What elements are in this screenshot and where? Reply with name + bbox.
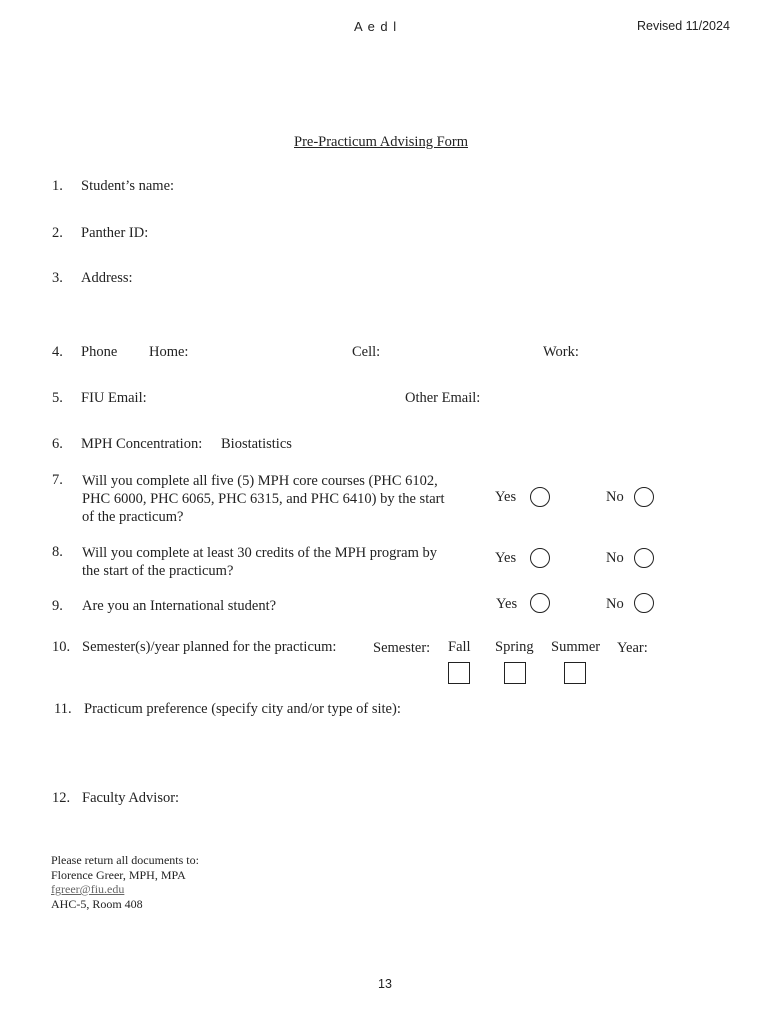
practicum-preference-label: Practicum preference (specify city and/or type of site): xyxy=(84,701,401,717)
contact-email-link[interactable]: fgreer@fiu.edu xyxy=(51,882,125,896)
cell-phone-label: Cell: xyxy=(352,344,381,360)
q8-no-radio[interactable] xyxy=(634,548,654,568)
q8-line-1: Will you complete at least 30 credits of the MPH program by xyxy=(82,545,437,561)
q7-line-1: Will you complete all five (5) MPH core courses (PHC 6102, xyxy=(82,473,438,489)
q7-number: 7. xyxy=(52,472,63,488)
faculty-advisor-label: Faculty Advisor: xyxy=(82,790,180,806)
q5-number: 5. xyxy=(52,390,63,406)
q2-number: 2. xyxy=(52,225,63,241)
q9-no-label: No xyxy=(606,596,624,612)
fiu-email-label: FIU Email: xyxy=(81,390,147,406)
page-number: 13 xyxy=(378,977,392,991)
q10-number: 10. xyxy=(52,639,71,655)
international-student-label: Are you an International student? xyxy=(82,598,277,614)
q8-yes-label: Yes xyxy=(495,550,517,566)
q8-question xyxy=(82,544,437,580)
q8-no-label: No xyxy=(606,550,624,566)
address-label: Address: xyxy=(81,270,133,286)
form-title: Pre-Practicum Advising Form xyxy=(294,134,468,150)
semester-planned-label: Semester(s)/year planned for the practicum: xyxy=(82,639,337,655)
revised-date: Revised 11/2024 xyxy=(637,19,730,33)
contact-name: Florence Greer, MPH, MPA xyxy=(51,867,186,882)
q4-number: 4. xyxy=(52,344,63,360)
q7-no-label: No xyxy=(606,489,624,505)
q7-line-3: of the practicum? xyxy=(82,509,184,525)
q8-line-2: the start of the practicum? xyxy=(82,563,234,579)
q7-yes-radio[interactable] xyxy=(530,487,550,507)
q7-question xyxy=(82,472,445,526)
q11-number: 11. xyxy=(54,701,72,717)
q7-yes-label: Yes xyxy=(495,489,517,505)
return-instructions: Please return all documents to: xyxy=(51,853,199,867)
spring-checkbox[interactable] xyxy=(504,662,526,684)
header-center-text: A e d l xyxy=(354,19,398,34)
phone-label: Phone xyxy=(81,344,118,360)
other-email-label: Other Email: xyxy=(405,390,481,406)
q6-number: 6. xyxy=(52,436,63,452)
q1-number: 1. xyxy=(52,178,63,194)
q12-number: 12. xyxy=(52,790,71,806)
student-name-label: Student’s name: xyxy=(81,178,175,194)
q7-line-2: PHC 6000, PHC 6065, PHC 6315, and PHC 6410) by the start xyxy=(82,491,445,507)
q7-no-radio[interactable] xyxy=(634,487,654,507)
home-phone-label: Home: xyxy=(149,344,189,360)
semester-label: Semester: xyxy=(373,640,431,656)
year-label: Year: xyxy=(617,640,648,656)
panther-id-label: Panther ID: xyxy=(81,225,149,241)
concentration-label: MPH Concentration: xyxy=(81,436,203,452)
q9-number: 9. xyxy=(52,598,63,614)
summer-label: Summer xyxy=(551,639,601,655)
fall-checkbox[interactable] xyxy=(448,662,470,684)
q9-yes-radio[interactable] xyxy=(530,593,550,613)
q8-yes-radio[interactable] xyxy=(530,548,550,568)
work-phone-label: Work: xyxy=(543,344,579,360)
concentration-value: Biostatistics xyxy=(221,436,292,452)
spring-label: Spring xyxy=(495,639,534,655)
q9-no-radio[interactable] xyxy=(634,593,654,613)
fall-label: Fall xyxy=(448,639,471,655)
return-contact-block xyxy=(51,853,199,911)
summer-checkbox[interactable] xyxy=(564,662,586,684)
q9-yes-label: Yes xyxy=(496,596,518,612)
q3-number: 3. xyxy=(52,270,63,286)
contact-room: AHC-5, Room 408 xyxy=(51,896,143,911)
q8-number: 8. xyxy=(52,544,63,560)
